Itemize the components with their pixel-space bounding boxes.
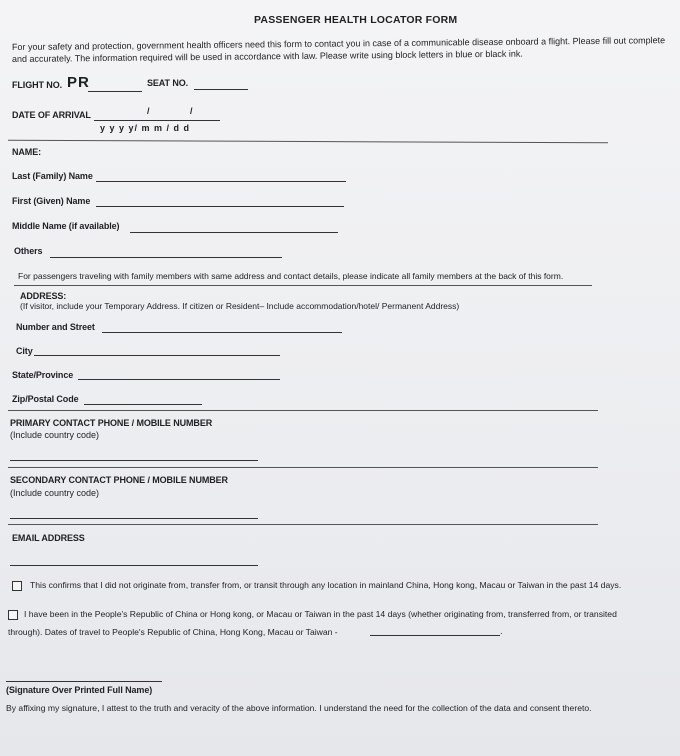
secondary-phone-rule: [8, 524, 598, 525]
middle-name-field[interactable]: [130, 232, 338, 233]
state-field[interactable]: [78, 379, 280, 380]
confirm-no-travel-text: This confirms that I did not originate from, transfer from, or transit through any location in mainland China, Hong kong, Macau or Taiwan in the past 14 days.: [30, 580, 622, 590]
section-divider: [8, 140, 608, 144]
seat-no-label: SEAT NO.: [147, 78, 189, 88]
address-heading: ADDRESS:: [20, 291, 67, 301]
date-separator-1: /: [147, 106, 150, 116]
name-heading: NAME:: [12, 147, 41, 157]
date-format-hint: y y y y/ m m / d d: [100, 123, 191, 133]
date-of-arrival-label: DATE OF ARRIVAL: [12, 110, 91, 120]
flight-no-label: FLIGHT NO.: [12, 80, 62, 90]
city-field[interactable]: [34, 355, 280, 356]
state-label: State/Province: [12, 370, 74, 380]
confirm-no-travel-checkbox[interactable]: [12, 581, 22, 591]
travel-dates-field[interactable]: [370, 635, 500, 636]
primary-phone-label: PRIMARY CONTACT PHONE / MOBILE NUMBER: [10, 418, 213, 428]
family-note: For passengers traveling with family members with same address and contact details, please indicate all family members at the back of this form.: [18, 271, 564, 281]
date-of-arrival-field[interactable]: [94, 120, 220, 121]
signature-label: (Signature Over Printed Full Name): [6, 685, 153, 695]
confirm-travel-checkbox[interactable]: [8, 610, 18, 620]
flight-no-line: [88, 91, 142, 92]
secondary-phone-label: SECONDARY CONTACT PHONE / MOBILE NUMBER: [10, 475, 228, 485]
email-label: EMAIL ADDRESS: [12, 533, 85, 543]
flight-no-value[interactable]: PR: [67, 74, 90, 91]
street-field[interactable]: [102, 332, 342, 333]
confirm-travel-text: I have been in the People's Republic of China or Hong kong, or Macau or Taiwan in the past 14 days (whether originating from, transferred from, or transited: [24, 609, 617, 619]
middle-name-label: Middle Name (if available): [12, 221, 120, 231]
zip-label: Zip/Postal Code: [12, 394, 79, 404]
attestation-text: By affixing my signature, I attest to the truth and veracity of the above information. I understand the need for the collection of the data and consent thereto.: [6, 703, 592, 713]
last-name-field[interactable]: [96, 181, 346, 182]
travel-dates-period: .: [500, 626, 503, 636]
intro-line-2: and accurately. The information required will be used in accordance with law. Please write using block letters in blue or black ink.: [11, 48, 523, 64]
date-separator-2: /: [190, 106, 193, 116]
signature-field[interactable]: [6, 681, 162, 682]
first-name-field[interactable]: [96, 206, 344, 207]
address-rule: [8, 410, 598, 411]
primary-phone-note: (Include country code): [10, 430, 100, 440]
others-label: Others: [14, 246, 43, 256]
seat-no-field[interactable]: [194, 89, 248, 90]
zip-field[interactable]: [84, 404, 202, 405]
travel-dates-label: through). Dates of travel to People's Republic of China, Hong Kong, Macau or Taiwan -: [8, 627, 338, 637]
first-name-label: First (Given) Name: [12, 196, 91, 206]
secondary-phone-field[interactable]: [10, 518, 258, 519]
family-note-rule: [14, 285, 592, 286]
primary-phone-field[interactable]: [10, 460, 258, 461]
primary-phone-rule: [8, 467, 598, 468]
city-label: City: [16, 346, 33, 356]
address-note: (If visitor, include your Temporary Address. If citizen or Resident– Include accommodation/hotel/ Permanent Address): [20, 301, 460, 311]
email-field[interactable]: [10, 565, 258, 566]
street-label: Number and Street: [16, 322, 95, 332]
intro-line-1: For your safety and protection, government health officers need this form to contact you in case of a communicable disease onboard a flight. Please fill out complete: [11, 35, 666, 52]
secondary-phone-note: (Include country code): [10, 488, 100, 498]
others-field[interactable]: [50, 257, 282, 258]
last-name-label: Last (Family) Name: [12, 171, 93, 181]
form-title: PASSENGER HEALTH LOCATOR FORM: [254, 14, 458, 26]
